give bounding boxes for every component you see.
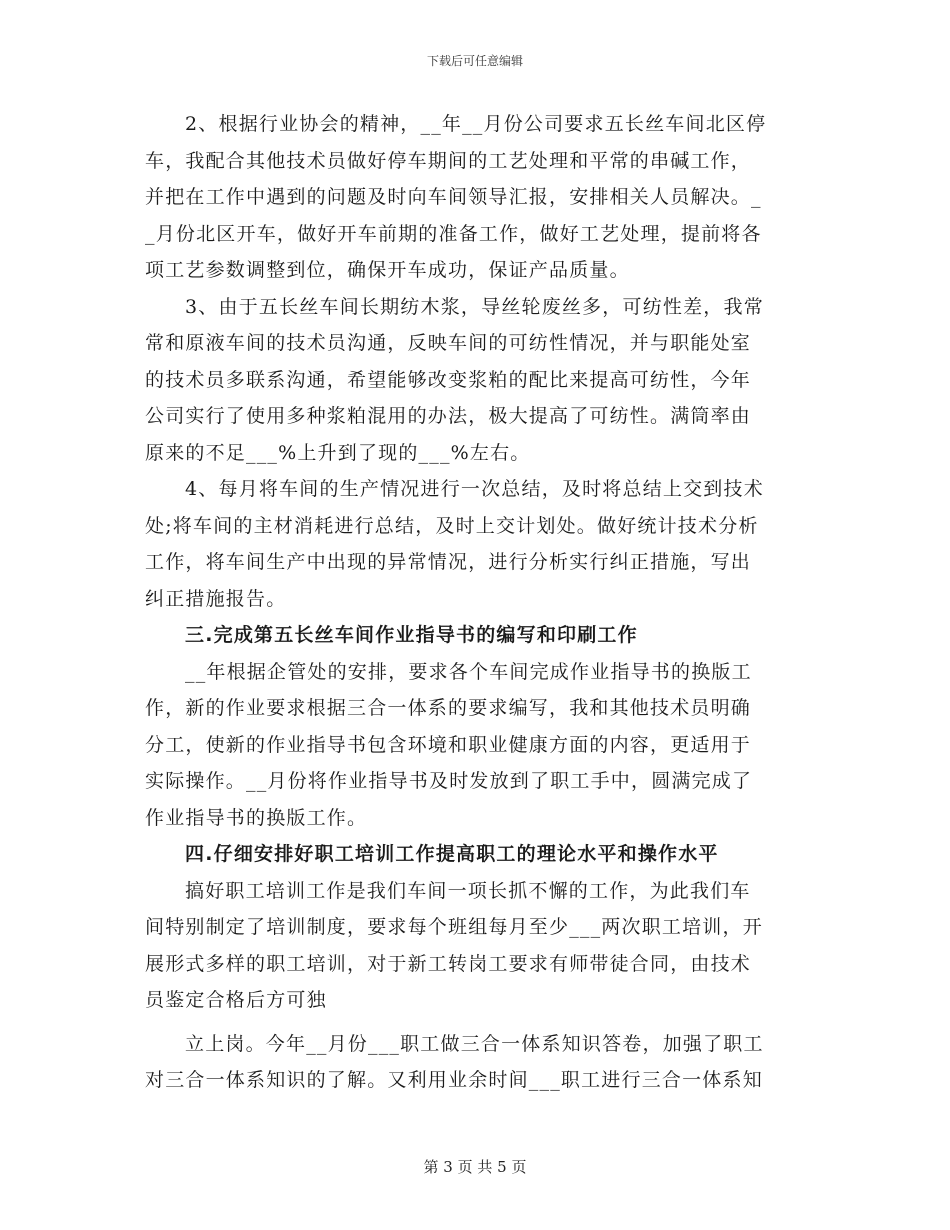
- text-line: 工作，将车间生产中出现的异常情况，进行分析实行纠正措施，写出: [145, 551, 752, 573]
- text-line: 对三合一体系知识的了解。又利用业余时间___职工进行三合一体系知: [145, 1069, 763, 1091]
- text-line: 员鉴定合格后方可独: [145, 989, 327, 1011]
- text-line: __年根据企管处的安排，要求各个车间完成作业指导书的换版工: [185, 660, 752, 683]
- page-header: 下载后可任意编辑: [426, 54, 523, 68]
- text-line: 间特别制定了培训制度，要求每个班组每月至少___两次职工培训，开: [145, 916, 763, 938]
- text-line: 原来的不足___%上升到了现的___%左右。: [145, 441, 531, 464]
- text-line: 作业指导书的换版工作。: [145, 806, 368, 829]
- text-line: 2、根据行业协会的精神，__年__月份公司要求五长丝车间北区停: [185, 113, 767, 135]
- paragraph-item-4: [145, 471, 805, 617]
- text-line: 实际操作。__月份将作业指导书及时发放到了职工手中，圆满完成了: [145, 770, 753, 792]
- section-heading-3: 三.完成第五长丝车间作业指导书的编写和印刷工作: [185, 624, 638, 646]
- text-line: 的技术员多联系沟通，希望能够改变浆粕的配比来提高可纺性，今年: [145, 368, 752, 391]
- text-line: 3、由于五长丝车间长期纺木浆，导丝轮废丝多，可纺性差，我常: [185, 295, 764, 318]
- page-footer: 第 3 页 共 5 页: [423, 1158, 527, 1176]
- section-4-paragraph-b: [145, 1026, 805, 1099]
- text-line: 作，新的作业要求根据三合一体系的要求编写，我和其他技术员明确: [145, 697, 752, 719]
- text-line: 常和原液车间的技术员沟通，反映车间的可纺性情况，并与职能处室: [145, 332, 752, 354]
- document-body: [145, 106, 805, 1099]
- text-line: 搞好职工培训工作是我们车间一项长抓不懈的工作，为此我们车: [185, 879, 751, 902]
- section-4-paragraph-a: [145, 873, 805, 1019]
- text-line: 处;将车间的主材消耗进行总结，及时上交计划处。做好统计技术分析: [145, 514, 759, 537]
- text-line: 车，我配合其他技术员做好停车期间的工艺处理和平常的串碱工作，: [145, 149, 752, 172]
- text-line: 立上岗。今年__月份___职工做三合一体系知识答卷，加强了职工: [185, 1032, 764, 1055]
- section-3-paragraph: [145, 654, 805, 837]
- text-line: 分工，使新的作业指导书包含环境和职业健康方面的内容，更适用于: [145, 733, 752, 756]
- text-line: 项工艺参数调整到位，确保开车成功，保证产品质量。: [145, 259, 630, 281]
- text-line: _月份北区开车，做好开车前期的准备工作，做好工艺处理，提前将各: [145, 222, 762, 245]
- text-line: 展形式多样的职工培训，对于新工转岗工要求有师带徒合同，由技术: [145, 952, 752, 975]
- text-line: 并把在工作中遇到的问题及时向车间领导汇报，安排相关人员解决。_: [145, 186, 762, 208]
- paragraph-item-2: [145, 106, 805, 289]
- text-line: 4、每月将车间的生产情况进行一次总结，及时将总结上交到技术: [185, 478, 764, 500]
- section-heading-4: 四.仔细安排好职工培训工作提高职工的理论水平和操作水平: [185, 843, 719, 865]
- text-line: 纠正措施报告。: [145, 587, 287, 610]
- text-line: 公司实行了使用多种浆粕混用的办法，极大提高了可纺性。满筒率由: [145, 405, 752, 427]
- paragraph-item-3: [145, 289, 805, 472]
